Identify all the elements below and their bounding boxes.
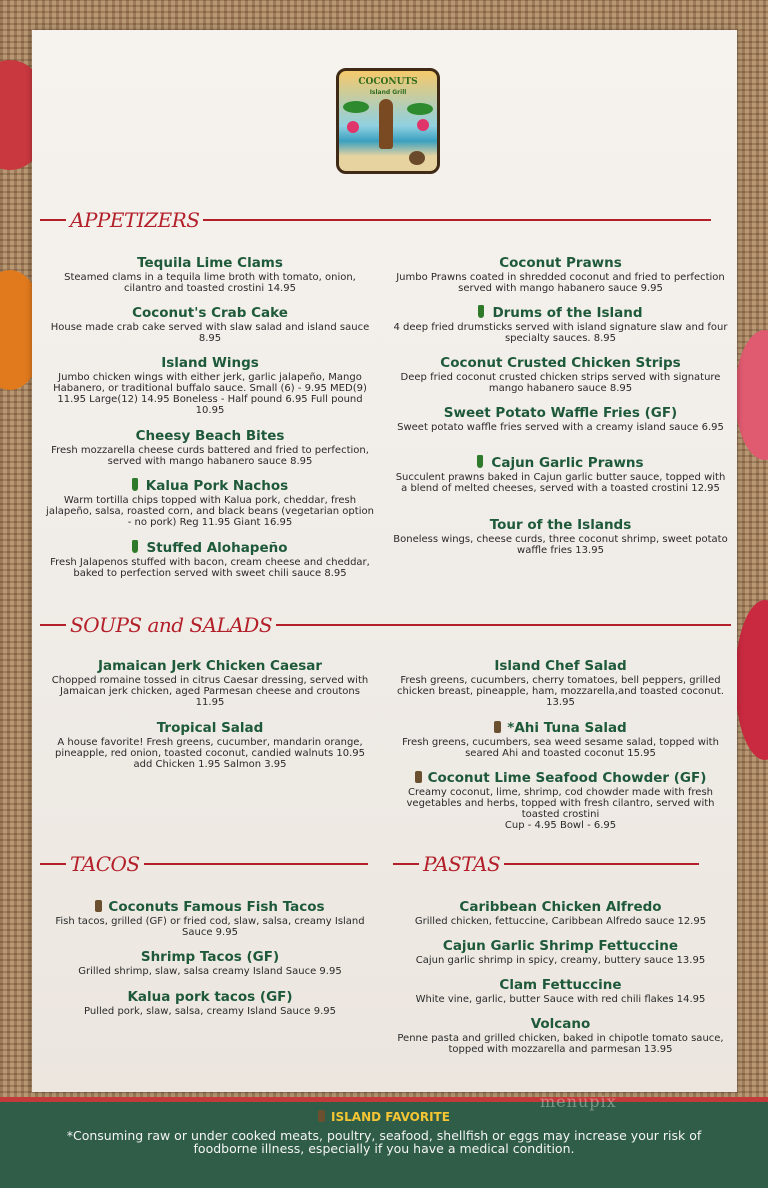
- item-description: Warm tortilla chips topped with Kalua pork, cheddar, fresh jalapeño, salsa, roasted corn, and black beans (vegetarian option - no pork) Reg 11.95 Giant 16.95: [46, 495, 374, 528]
- menu-item: [45, 305, 375, 344]
- item-name: Cheesy Beach Bites: [135, 428, 285, 444]
- item-description: Sweet potato waffle fries served with a creamy island sauce 6.95: [397, 422, 724, 433]
- item-name: Caribbean Chicken Alfredo: [459, 899, 662, 915]
- flower-icon: [417, 119, 429, 131]
- item-description: Jumbo Prawns coated in shredded coconut and fried to perfection served with mango habanero sauce 9.95: [396, 272, 725, 294]
- item-name: Stuffed Alohapeño: [146, 540, 288, 556]
- section-title: PASTAS: [423, 852, 501, 876]
- palm-leaf-icon: [343, 101, 369, 113]
- item-name: Coconut's Crab Cake: [132, 305, 288, 321]
- tiki-icon: [318, 1110, 325, 1122]
- hula-figure-icon: [379, 99, 393, 149]
- hibiscus-flower-right-bottom: [735, 600, 768, 760]
- item-name: Tropical Salad: [156, 720, 264, 736]
- item-name: Coconut Prawns: [499, 255, 622, 271]
- menu-item: [45, 899, 375, 938]
- item-description: Fresh greens, cucumbers, cherry tomatoes, bell peppers, grilled chicken breast, pineapple, ham, mozzarella,and toasted coconut. 13.95: [397, 675, 724, 708]
- restaurant-logo: [336, 68, 440, 174]
- watermark: menupix: [540, 1092, 617, 1111]
- item-name: *Ahi Tuna Salad: [507, 720, 627, 736]
- pepper-icon: [132, 540, 138, 553]
- menu-item: [45, 478, 375, 528]
- hibiscus-flower-right: [735, 330, 768, 460]
- menu-item: [393, 899, 728, 927]
- item-description: 4 deep fried drumsticks served with island signature slaw and four specialty sauces. 8.95: [393, 322, 728, 344]
- menu-item: [45, 720, 375, 770]
- item-name: Jamaican Jerk Chicken Caesar: [97, 658, 323, 674]
- appetizers-header: [40, 208, 711, 232]
- item-description: Fresh Jalapenos stuffed with bacon, cream cheese and cheddar, baked to perfection served with sweet chili sauce 8.95: [50, 557, 370, 579]
- menu-item: [393, 355, 728, 394]
- item-description: A house favorite! Fresh greens, cucumber, mandarin orange, pineapple, red onion, toasted coconut, candied walnuts 10.95: [55, 737, 365, 759]
- tacos-header: [40, 852, 368, 876]
- palm-leaf-icon: [407, 103, 433, 115]
- menu-item: [45, 428, 375, 467]
- item-name: Volcano: [530, 1016, 591, 1032]
- item-description: Boneless wings, cheese curds, three coconut shrimp, sweet potato waffle fries 13.95: [393, 534, 728, 556]
- item-name: Coconuts Famous Fish Tacos: [108, 899, 325, 915]
- soups-salads-header: [40, 613, 731, 637]
- logo-subtitle: Island Grill: [369, 89, 407, 96]
- item-description: Chopped romaine tossed in citrus Caesar dressing, served with Jamaican jerk chicken, aged Parmesan cheese and croutons 11.95: [51, 675, 369, 708]
- item-name: Island Chef Salad: [494, 658, 627, 674]
- item-name: Tour of the Islands: [489, 517, 632, 533]
- item-description: Cajun garlic shrimp in spicy, creamy, buttery sauce 13.95: [415, 955, 706, 966]
- pastas-header: [393, 852, 699, 876]
- item-description: Grilled chicken, fettuccine, Caribbean Alfredo sauce 12.95: [414, 916, 707, 927]
- item-description: Fish tacos, grilled (GF) or fried cod, slaw, salsa, creamy Island Sauce 9.95: [55, 916, 365, 938]
- item-description: Pulled pork, slaw, salsa, creamy Island Sauce 9.95: [84, 1006, 336, 1017]
- flower-icon: [347, 121, 359, 133]
- pepper-icon: [477, 455, 483, 468]
- item-name: Coconut Crusted Chicken Strips: [440, 355, 681, 371]
- menu-item: [393, 770, 728, 831]
- menu-item: [393, 720, 728, 759]
- section-title: TACOS: [70, 852, 140, 876]
- tiki-icon: [494, 721, 501, 733]
- item-name: Sweet Potato Waffle Fries (GF): [443, 405, 678, 421]
- section-title: SOUPS and SALADS: [70, 613, 273, 637]
- food-safety-disclaimer: *Consuming raw or under cooked meats, poultry, seafood, shellfish or eggs may increase your risk of foodborne illness, especially if you have a medical condition.: [66, 1128, 702, 1156]
- coconut-icon: [409, 151, 425, 165]
- menu-item: [45, 658, 375, 708]
- section-title: APPETIZERS: [70, 208, 200, 232]
- item-description: Grilled shrimp, slaw, salsa creamy Island Sauce 9.95: [78, 966, 342, 977]
- menu-footer: [0, 1097, 768, 1188]
- item-description: White vine, garlic, butter Sauce with red chili flakes 14.95: [415, 994, 706, 1005]
- pepper-icon: [132, 478, 138, 491]
- menu-item: [45, 255, 375, 294]
- menu-item: [393, 977, 728, 1005]
- item-name: Kalua pork tacos (GF): [127, 989, 293, 1005]
- item-name: Coconut Lime Seafood Chowder (GF): [427, 770, 707, 786]
- item-description: Succulent prawns baked in Cajun garlic butter sauce, topped with a blend of melted cheeses, served with a toasted crostini 12.95: [395, 472, 726, 494]
- item-addon: Cup - 4.95 Bowl - 6.95: [504, 820, 617, 831]
- item-description: Steamed clams in a tequila lime broth with tomato, onion, cilantro and toasted crostini 14.95: [64, 272, 356, 294]
- menu-item: [393, 517, 728, 556]
- item-name: Island Wings: [161, 355, 259, 371]
- item-addon: add Chicken 1.95 Salmon 3.95: [133, 759, 287, 770]
- menu-item: [393, 305, 728, 344]
- item-description: Fresh greens, cucumbers, sea weed sesame salad, topped with seared Ahi and toasted coconut 15.95: [402, 737, 719, 759]
- item-description: House made crab cake served with slaw salad and island sauce 8.95: [50, 322, 370, 344]
- menu-item: [45, 989, 375, 1017]
- menu-item: [393, 255, 728, 294]
- item-name: Clam Fettuccine: [499, 977, 622, 993]
- item-name: Shrimp Tacos (GF): [140, 949, 280, 965]
- tiki-icon: [415, 771, 422, 783]
- item-name: Kalua Pork Nachos: [145, 478, 289, 494]
- menu-item: [393, 658, 728, 708]
- pepper-icon: [478, 305, 484, 318]
- item-name: Drums of the Island: [492, 305, 643, 321]
- menu-item: [45, 355, 375, 416]
- menu-item: [393, 405, 728, 433]
- item-description: Fresh mozzarella cheese curds battered and fried to perfection, served with mango habanero sauce 8.95: [51, 445, 369, 467]
- item-description: Penne pasta and grilled chicken, baked in chipotle tomato sauce, topped with mozzarella and parmesan 13.95: [397, 1033, 724, 1055]
- logo-title: COCONUTS: [358, 77, 418, 87]
- menu-item: [393, 455, 728, 494]
- menu-item: [45, 949, 375, 977]
- tiki-icon: [95, 900, 102, 912]
- menu-item: [393, 938, 728, 966]
- item-description: Jumbo chicken wings with either jerk, garlic jalapeño, Mango Habanero, or traditional buffalo sauce. Small (6) - 9.95 MED(9) 11.95 Large(12) 14.95 Boneless - Half pound 6.95 Full pound 10.95: [53, 372, 367, 416]
- item-name: Cajun Garlic Shrimp Fettuccine: [442, 938, 679, 954]
- island-favorite-legend: ISLAND FAVORITE: [331, 1110, 450, 1124]
- item-description: Deep fried coconut crusted chicken strips served with signature mango habanero sauce 8.95: [400, 372, 721, 394]
- item-name: Tequila Lime Clams: [137, 255, 283, 271]
- menu-item: [393, 1016, 728, 1055]
- item-name: Cajun Garlic Prawns: [491, 455, 644, 471]
- item-description: Creamy coconut, lime, shrimp, cod chowder made with fresh vegetables and herbs, topped with fresh cilantro, served with toasted crostini: [406, 787, 715, 820]
- menu-item: [45, 540, 375, 579]
